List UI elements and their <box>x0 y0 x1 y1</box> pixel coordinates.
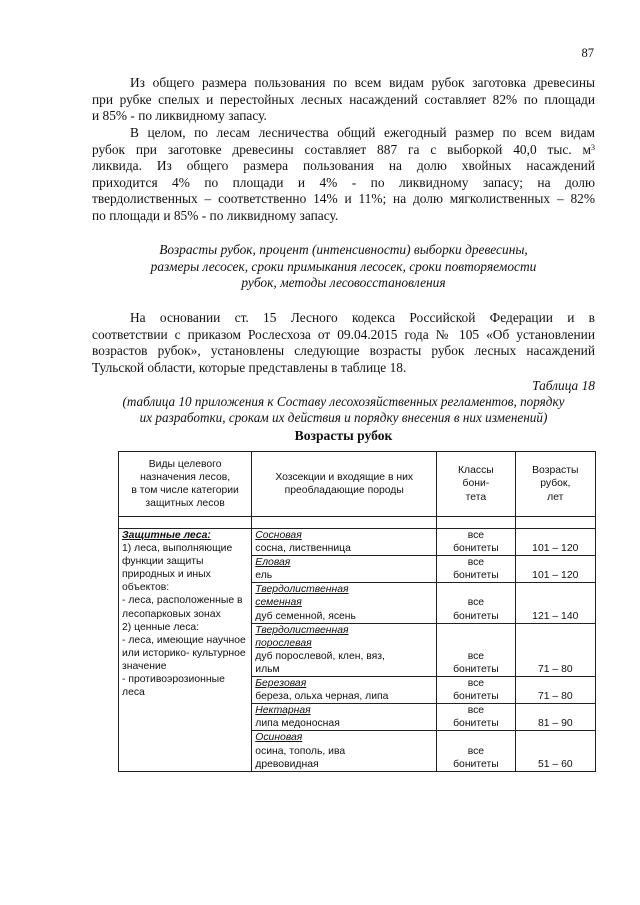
header-line: тета <box>465 491 487 503</box>
age-cell: 121 – 140 <box>515 583 595 623</box>
age-cell: 101 – 120 <box>515 529 595 556</box>
bonitet-line: бонитеты <box>453 570 499 582</box>
species-line: дуб порослевой, клен, вяз, <box>255 650 385 662</box>
section-cell <box>252 704 437 731</box>
bonitet-cell <box>437 731 515 771</box>
header-line: Хозсекции и входящие в них <box>275 471 414 483</box>
forest-type-line: лесопарковых зонах <box>122 608 221 620</box>
note-line: их разработки, срокам их действия и порядку внесения в них изменений) <box>139 410 548 425</box>
section-cell <box>252 731 437 771</box>
age-cell: 101 – 120 <box>515 556 595 583</box>
header-line: Возрасты <box>532 465 579 477</box>
section-name: Сосновая <box>255 530 302 541</box>
table-header-row <box>119 452 596 517</box>
bonitet-line: бонитеты <box>453 610 499 622</box>
bonitet-cell <box>437 556 515 583</box>
bonitet-line: все <box>467 745 485 757</box>
forest-type-line: - леса, имеющие научное <box>122 634 246 646</box>
forest-type-line: 2) ценные леса: <box>122 621 200 633</box>
spacer-cell <box>252 517 437 529</box>
age-cell: 71 – 80 <box>515 677 595 704</box>
text-segment: рубок при заготовке древесины составляет 887 га с выборкой 40,0 тыс. м <box>92 141 591 157</box>
bonitet-cell <box>437 623 515 676</box>
section-name: Твердолиственная <box>255 624 349 636</box>
section-cell <box>252 529 437 556</box>
bonitet-cell <box>437 583 515 623</box>
age-cell: 81 – 90 <box>515 704 595 731</box>
bonitet-cell <box>437 704 515 731</box>
page-number: 87 <box>581 46 594 60</box>
header-forest-purpose <box>119 452 252 517</box>
forest-type-line: - противоэрозионные леса <box>122 674 225 699</box>
section-name: Осиновая <box>255 732 303 744</box>
bonitet-line: бонитеты <box>453 758 499 770</box>
text-line: Из общего размера пользования по всем видам рубок заготовка древесины <box>130 75 595 90</box>
header-line: лет <box>547 491 564 503</box>
text-line: при рубке спелых и перестойных лесных насаждений составляет 82% по площади <box>92 91 595 107</box>
note-line: (таблица 10 приложения к Составу лесохозяйственных регламентов, порядку <box>122 394 565 409</box>
text-line: и 85% - по ликвидному запасу. <box>92 108 267 124</box>
text-line: по площади и 85% - по ликвидному запасу. <box>92 207 339 223</box>
bonitet-line: бонитеты <box>453 543 499 555</box>
table-note <box>92 394 595 426</box>
table-row <box>119 529 596 556</box>
bonitet-line: все <box>467 597 485 609</box>
forest-type-cell <box>119 529 252 772</box>
age-cell: 71 – 80 <box>515 623 595 676</box>
header-ages <box>515 452 595 517</box>
text-line: соответствии с приказом Рослесхоза от 09.04.2015 года № 105 «Об установлении <box>92 326 595 342</box>
text-line: твердолиственных – соответственно 14% и 11%; на долю мягколиственных – 82% <box>92 191 595 207</box>
forest-type-title: Защитные леса: <box>122 530 211 541</box>
paragraph-legal-basis <box>92 310 595 376</box>
cutting-ages-table <box>118 451 596 772</box>
spacer-cell <box>119 517 252 529</box>
bonitet-line: бонитеты <box>453 663 499 675</box>
heading-line: рубок, методы лесовосстановления <box>241 275 446 291</box>
header-sections <box>252 452 437 517</box>
section-cell <box>252 677 437 704</box>
header-line: бони- <box>462 478 490 490</box>
section-name: Нектарная <box>255 705 311 717</box>
bonitet-line: все <box>467 557 485 569</box>
bonitet-line: все <box>467 678 485 690</box>
bonitet-line: бонитеты <box>453 691 499 703</box>
bonitet-line: все <box>467 705 485 717</box>
species-line: сосна, лиственница <box>255 543 351 555</box>
text-line: возрастов рубок», установлены следующие возрасты рубок лесных насаждений <box>92 343 595 359</box>
text-line <box>92 142 595 159</box>
section-heading <box>92 242 595 292</box>
section-cell <box>252 556 437 583</box>
forest-type-line: 1) леса, выполняющие <box>122 543 233 555</box>
forest-type-line: объектов: <box>122 582 170 594</box>
species-line: древовидная <box>255 758 319 770</box>
text-line: Тульской области, которые представлены в таблице 18. <box>92 359 407 375</box>
spacer-cell <box>515 517 595 529</box>
text-line: приходится 4% по площади и 4% - по ликвидному запасу; на долю <box>92 174 595 190</box>
header-line: назначения лесов, <box>140 471 231 483</box>
forest-type-line: значение <box>122 660 167 672</box>
bonitet-cell <box>437 529 515 556</box>
bonitet-line: бонитеты <box>453 718 499 730</box>
forest-type-line: - леса, расположенные в <box>122 595 243 607</box>
section-name: Еловая <box>255 557 291 569</box>
paragraph-annual-volume <box>92 125 595 225</box>
bonitet-line: все <box>467 530 485 541</box>
text-line: ликвида. Из общего размера пользования на долю хвойных насаждений <box>92 158 595 174</box>
header-bonitet <box>437 452 515 517</box>
forest-type-line: или историко- культурное <box>122 647 246 659</box>
species-line: дуб семенной, ясень <box>255 610 356 622</box>
table-title: Возрасты рубок <box>294 428 393 443</box>
forest-type-line: функции защиты <box>122 556 204 568</box>
bonitet-line: все <box>467 650 485 662</box>
paragraph-harvest-share <box>92 75 595 125</box>
header-line: рубок, <box>540 478 571 490</box>
species-line: липа медоносная <box>255 718 340 730</box>
header-line: Классы <box>458 465 494 477</box>
text-line: В целом, по лесам лесничества общий ежегодный размер по всем видам <box>130 125 595 140</box>
section-name: Твердолиственная <box>255 584 349 596</box>
table-label: Таблица 18 <box>532 378 595 393</box>
section-name: порослевая <box>255 637 312 649</box>
superscript: 3 <box>591 142 595 152</box>
section-cell <box>252 583 437 623</box>
heading-line: размеры лесосек, сроки примыкания лесосек, сроки повторяемости <box>150 258 537 274</box>
header-line: Виды целевого <box>148 458 222 470</box>
text-line: На основании ст. 15 Лесного кодекса Российской Федерации и в <box>130 310 595 325</box>
species-line: береза, ольха черная, липа <box>255 691 389 703</box>
forest-type-line: природных и иных <box>122 569 211 581</box>
section-cell <box>252 623 437 676</box>
heading-line: Возрасты рубок, процент (интенсивности) выборки древесины, <box>159 242 528 257</box>
section-name: Березовая <box>255 678 307 690</box>
spacer-row <box>119 517 596 529</box>
species-line: осина, тополь, ива <box>255 745 346 757</box>
header-line: преобладающие породы <box>284 485 404 496</box>
header-line: защитных лесов <box>145 498 225 510</box>
species-line: ель <box>255 570 273 582</box>
spacer-cell <box>437 517 515 529</box>
species-line: ильм <box>255 663 280 675</box>
bonitet-cell <box>437 677 515 704</box>
header-line: в том числе категории <box>131 485 239 496</box>
age-cell: 51 – 60 <box>515 731 595 771</box>
section-name: семенная <box>255 597 302 609</box>
